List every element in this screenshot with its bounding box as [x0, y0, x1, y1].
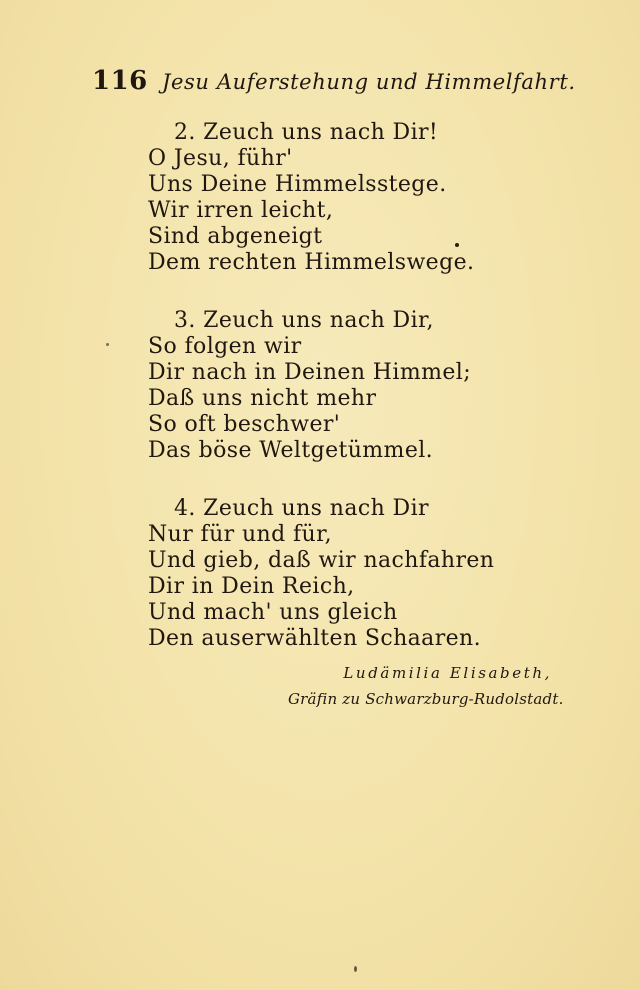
stanza-line: So oft beschwer' [148, 412, 341, 437]
stanza-line: Und mach' uns gleich [148, 600, 398, 625]
stanza-line: 2. Zeuch uns nach Dir! [174, 120, 439, 145]
stanza-line: O Jesu, führ' [148, 146, 293, 171]
stanza-line: 4. Zeuch uns nach Dir [174, 496, 429, 521]
stanza-2 [148, 120, 508, 276]
stanza-3 [148, 308, 508, 464]
page-header [92, 66, 576, 100]
stanza-line: 3. Zeuch uns nach Dir, [174, 308, 434, 333]
stanza-line: Dir in Dein Reich, [148, 574, 355, 599]
author-title: Gräfin zu Schwarzburg-Rudolstadt. [288, 690, 564, 708]
stanza-line: Sind abgeneigt [148, 224, 323, 249]
stanza-line: So folgen wir [148, 334, 302, 359]
stanza-line: Dem rechten Himmelswege. [148, 250, 475, 275]
stanza-line: Nur für und für, [148, 522, 332, 547]
stanza-line: Wir irren leicht, [148, 198, 334, 223]
stanza-line: Und gieb, daß wir nachfahren [148, 548, 495, 573]
page-number: 116 [92, 66, 148, 96]
author-name: Ludämilia Elisabeth, [343, 664, 552, 682]
stanza-line: Den auserwählten Schaaren. [148, 626, 481, 651]
ink-speck [455, 243, 459, 247]
stanza-line: Daß uns nicht mehr [148, 386, 377, 411]
ink-speck [106, 343, 109, 346]
stanza-line: Uns Deine Himmelsstege. [148, 172, 447, 197]
ink-speck [354, 966, 357, 972]
stanza-line: Dir nach in Deinen Himmel; [148, 360, 472, 385]
stanza-4 [148, 496, 508, 652]
stanza-line: Das böse Weltgetümmel. [148, 438, 434, 463]
running-head: Jesu Auferstehung und Himmelfahrt. [162, 70, 576, 94]
